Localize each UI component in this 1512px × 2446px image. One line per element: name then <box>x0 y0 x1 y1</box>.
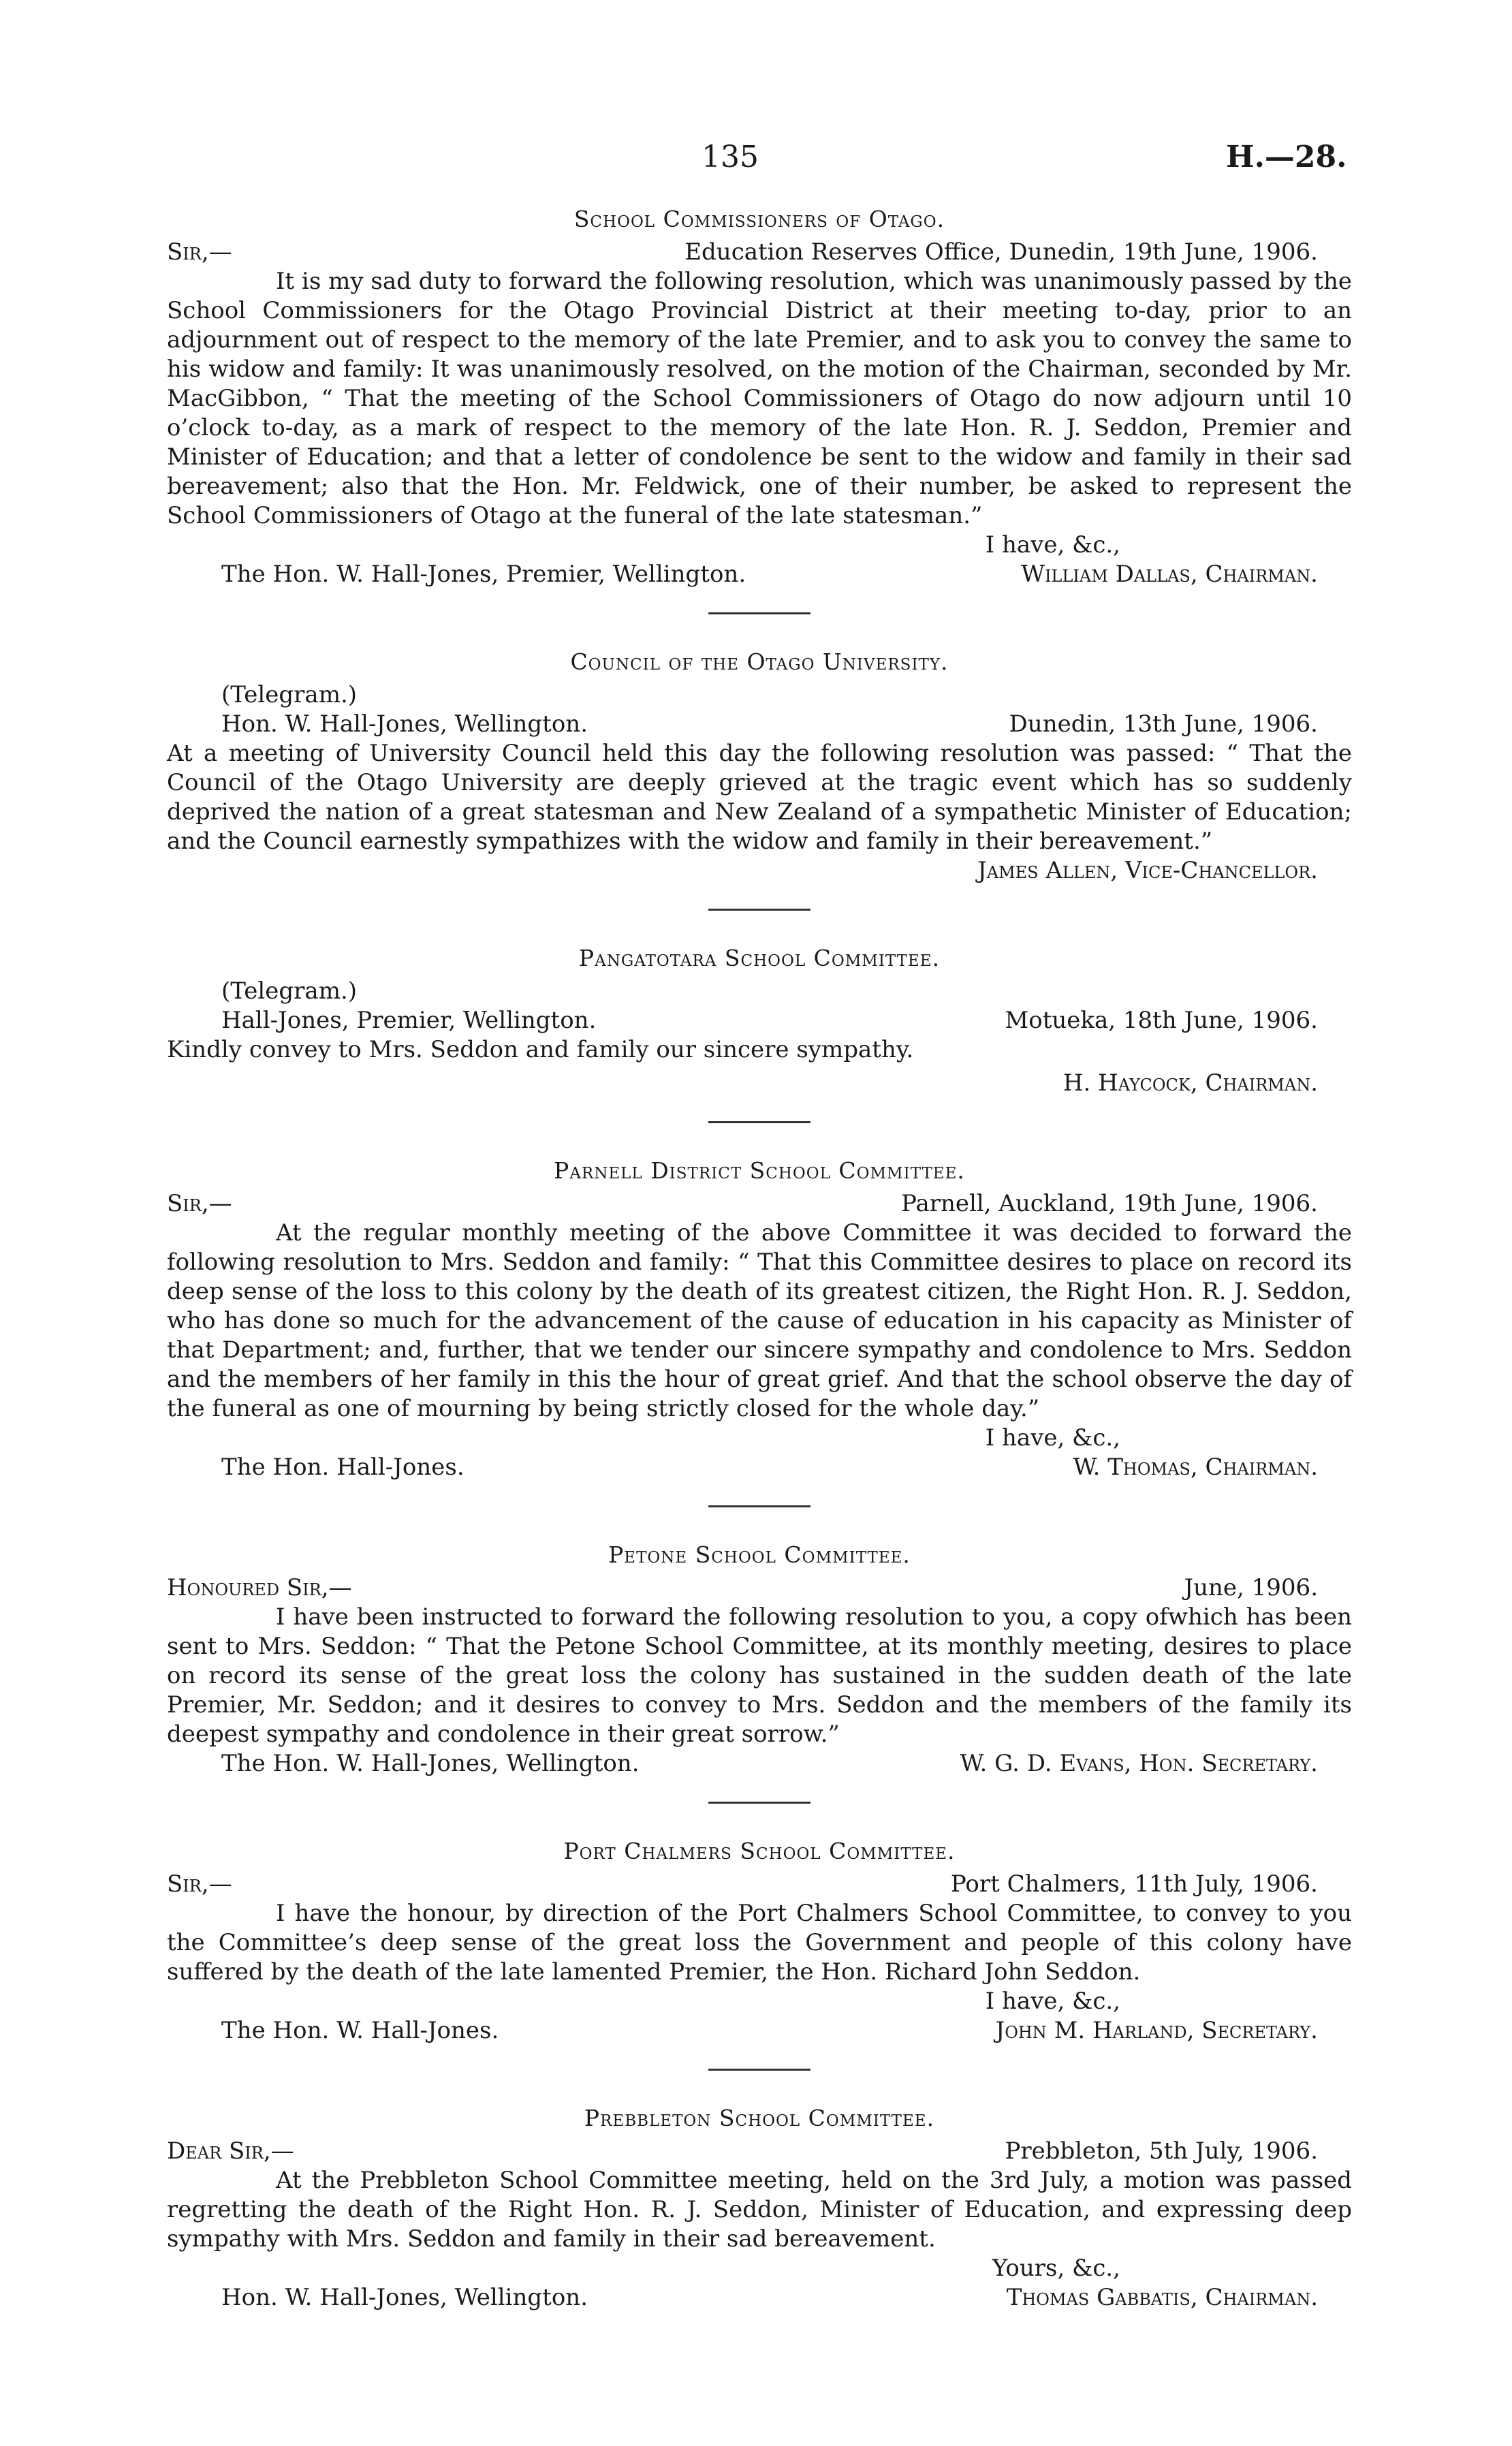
salutation: Dear Sir,— <box>167 2137 294 2165</box>
signature: James Allen, Vice-Chancellor. <box>977 857 1318 884</box>
addressee: Hon. W. Hall-Jones, Wellington. <box>221 2284 588 2311</box>
letter-body: At the Prebbleton School Committee meeting, held on the 3rd July, a motion was passed regretting the death of the Right Hon. R. J. Seddon, Minister of Education, and expressing deep sympathy with Mrs. Seddon and family in their sad bereavement. <box>167 2167 1352 2253</box>
section-title: School Commissioners of Otago. <box>573 206 945 232</box>
addressee-row <box>167 710 1352 739</box>
page-content <box>167 204 1352 2312</box>
dateline: June, 1906. <box>1184 1574 1318 1601</box>
dateline: Motueka, 18th June, 1906. <box>1005 1007 1318 1034</box>
letter-body: It is my sad duty to forward the following resolution, which was unanimously passed by the School Commissioners for the Otago Provincial District at their meeting to-day, prior to an adjournment out of respect to the memory of the late Premier, and to ask you to convey the same to his widow and family: It was unanimously resolved, on the motion of the Chairman, seconded by Mr. MacGibbon, “ That the meeting of the School Commissioners of Otago do now adjourn until 10 o’clock to-day, as a mark of respect to the memory of the late Hon. R. J. Seddon, Premier and Minister of Education; and that a letter of condolence be sent to the widow and family in their sad bereavement; also that the Hon. Mr. Feldwick, one of their number, be asked to represent the School Commissioners of Otago at the funeral of the late statesman.” <box>167 268 1352 529</box>
section-divider <box>708 1121 810 1123</box>
section-petone <box>167 1540 1352 1778</box>
signature: W. Thomas, Chairman. <box>1073 1454 1318 1481</box>
signature: H. Haycock, Chairman. <box>1062 1069 1318 1097</box>
dateline: Dunedin, 13th June, 1906. <box>1009 710 1318 738</box>
salutation-row <box>167 1870 1352 1899</box>
signature-row <box>167 1749 1352 1778</box>
section-divider <box>708 909 810 911</box>
salutation: Honoured Sir,— <box>167 1574 352 1601</box>
signature-row <box>167 2283 1352 2312</box>
closing: I have, &c., <box>985 1988 1120 2015</box>
letter-body: I have the honour, by direction of the Port Chalmers School Committee, to convey to you the Committee’s deep sense of the great loss the Government and people of this colony have suffered by the death of the late lamented Premier, the Hon. Richard John Seddon. <box>167 1900 1352 1986</box>
addressee: The Hon. W. Hall-Jones, Premier, Wellington. <box>221 561 746 588</box>
dateline: Prebbleton, 5th July, 1906. <box>1005 2137 1318 2165</box>
closing: Yours, &c., <box>992 2255 1120 2282</box>
salutation-row <box>167 2137 1352 2166</box>
salutation-row <box>167 238 1352 267</box>
section-title: Parnell District School Committee. <box>554 1157 965 1184</box>
section-parnell <box>167 1156 1352 1482</box>
section-divider <box>708 1505 810 1507</box>
signature-row <box>167 560 1352 589</box>
page-header <box>0 140 1512 181</box>
section-title: Council of the Otago University. <box>570 648 949 675</box>
dateline: Port Chalmers, 11th July, 1906. <box>950 1870 1318 1898</box>
closing: I have, &c., <box>985 531 1120 559</box>
section-prebbleton <box>167 2103 1352 2312</box>
telegram-note: (Telegram.) <box>221 681 358 708</box>
dateline: Education Reserves Office, Dunedin, 19th June, 1906. <box>684 238 1318 266</box>
salutation: Sir,— <box>167 1870 232 1898</box>
signature: Thomas Gabbatis, Chairman. <box>1006 2284 1318 2311</box>
dateline: Parnell, Auckland, 19th June, 1906. <box>901 1190 1318 1217</box>
page-reference: H.—28. <box>1226 140 1347 174</box>
signature: John M. Harland, Secretary. <box>995 2017 1318 2044</box>
section-title: Petone School Committee. <box>608 1541 911 1568</box>
salutation-row <box>167 1573 1352 1603</box>
section-divider <box>708 2069 810 2071</box>
section-port-chalmers <box>167 1836 1352 2045</box>
addressee: Hall-Jones, Premier, Wellington. <box>221 1007 597 1034</box>
section-pangatotara <box>167 943 1352 1098</box>
addressee: The Hon. W. Hall-Jones. <box>221 2017 499 2044</box>
signature-row <box>167 1453 1352 1482</box>
section-title: Prebbleton School Committee. <box>584 2105 935 2131</box>
page-number: 135 <box>702 140 759 174</box>
section-otago-university <box>167 647 1352 885</box>
section-divider <box>708 1802 810 1804</box>
closing: I have, &c., <box>985 1424 1120 1452</box>
section-title: Pangatotara School Committee. <box>578 945 941 971</box>
letter-body: I have been instructed to forward the following resolution to you, a copy ofwhich has been sent to Mrs. Seddon: “ That the Petone School Committee, at its monthly meeting, desires to place on record its sense of the great loss the colony has sustained in the sudden death of the late Premier, Mr. Seddon; and it desires to convey to Mrs. Seddon and the members of the family its deepest sympathy and condolence in their great sorrow.” <box>167 1603 1352 1748</box>
section-otago-commissioners <box>167 204 1352 589</box>
section-title: Port Chalmers School Committee. <box>563 1838 956 1864</box>
section-divider <box>708 612 810 614</box>
addressee: The Hon. Hall-Jones. <box>221 1454 464 1481</box>
telegram-note: (Telegram.) <box>221 977 358 1005</box>
salutation-row <box>167 1189 1352 1219</box>
addressee: Hon. W. Hall-Jones, Wellington. <box>221 710 588 738</box>
letter-body: At the regular monthly meeting of the above Committee it was decided to forward the following resolution to Mrs. Seddon and family: “ That this Committee desires to place on record its deep sense of the loss to this colony by the death of its greatest citizen, the Right Hon. R. J. Seddon, who has done so much for the advancement of the cause of education in his capacity as Minister of that Department; and, further, that we tender our sincere sympathy and condolence to Mrs. Seddon and the members of her family in this the hour of great grief. And that the school observe the day of the funeral as one of mourning by being strictly closed for the whole day.” <box>167 1219 1352 1422</box>
letter-body: At a meeting of University Council held this day the following resolution was passed: “ That the Council of the Otago University are deeply grieved at the tragic event which has so suddenly deprived the nation of a great statesman and New Zealand of a sympathetic Minister of Education; and the Council earnestly sympathizes with the widow and family in their bereavement.” <box>167 740 1352 855</box>
letter-body: Kindly convey to Mrs. Seddon and family our sincere sympathy. <box>167 1036 914 1063</box>
salutation: Sir,— <box>167 1190 232 1217</box>
signature: W. G. D. Evans, Hon. Secretary. <box>960 1750 1318 1777</box>
signature-row <box>167 2016 1352 2045</box>
salutation: Sir,— <box>167 238 232 266</box>
addressee: The Hon. W. Hall-Jones, Wellington. <box>221 1750 640 1777</box>
signature: William Dallas, Chairman. <box>1021 561 1318 588</box>
addressee-row <box>167 1006 1352 1035</box>
